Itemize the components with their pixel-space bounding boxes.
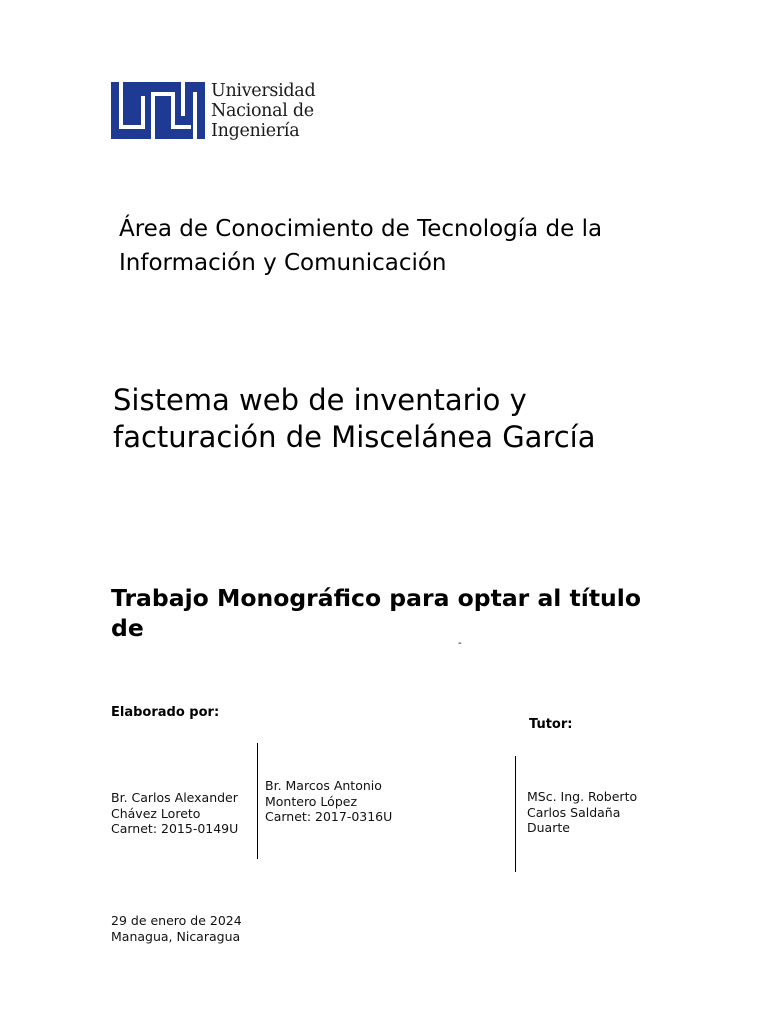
degree-line-1: Trabajo Monográfico para optar al título [111,584,641,612]
authors-label: Elaborado por: [111,705,220,720]
degree-heading [111,583,731,643]
footer-block [111,913,242,944]
document-title [113,382,733,456]
title-line-1: Sistema web de inventario y [113,383,527,417]
author-carnet: Carnet: 2015-0149U [111,821,239,836]
title-line-2: facturación de Miscelánea García [113,420,596,454]
author-block [265,778,392,825]
degree-line-2: de [111,614,144,642]
logo-text-line: Universidad [211,81,316,101]
tutor-name-line: Carlos Saldaña [527,804,621,820]
logo-text-line: Nacional de [211,101,314,121]
knowledge-area-heading [119,212,719,280]
degree-mark: - [458,638,462,649]
logo-text-line: Ingeniería [211,121,300,141]
author-name-line: Br. Carlos Alexander [111,790,238,805]
author-block [111,790,238,837]
author-divider [257,743,258,859]
university-logo-text [211,81,315,141]
author-carnet: Carnet: 2017-0316U [265,809,393,824]
tutor-label: Tutor: [529,717,573,732]
tutor-divider [515,756,516,872]
author-name-line: Montero López [265,793,358,809]
footer-date: 29 de enero de 2024 [111,913,242,928]
uni-logo-icon [111,82,205,139]
tutor-block [527,789,637,836]
university-logo-mark [111,82,205,139]
author-name-line: Chávez Loreto [111,805,201,821]
tutor-name-line: Duarte [527,820,570,835]
author-name-line: Br. Marcos Antonio [265,778,382,793]
area-line-2: Información y Comunicación [119,250,447,276]
tutor-name-line: MSc. Ing. Roberto [527,789,638,804]
footer-place: Managua, Nicaragua [111,928,241,944]
area-line-1: Área de Conocimiento de Tecnología de la [119,216,603,242]
